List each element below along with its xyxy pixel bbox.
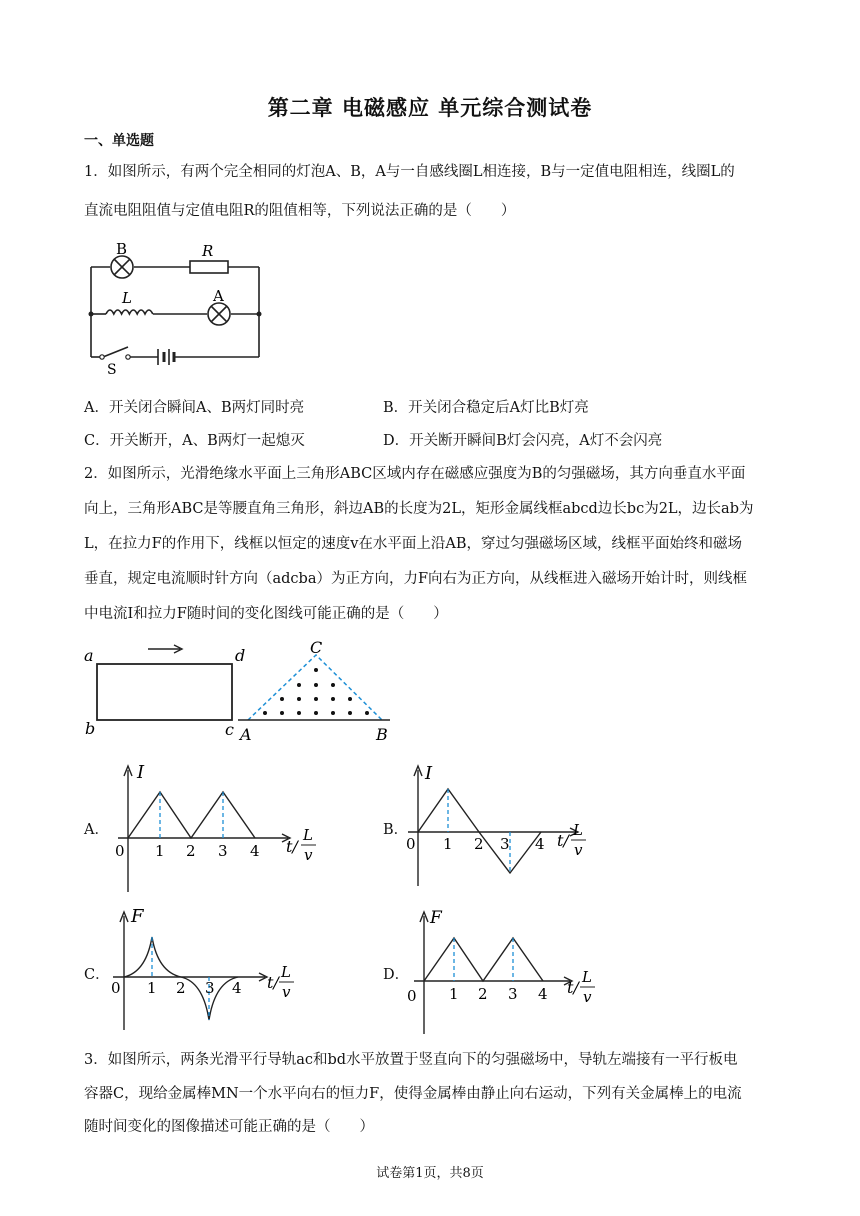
svg-text:v: v <box>583 988 592 1006</box>
svg-text:2: 2 <box>474 835 484 853</box>
q2-stem-line4: 垂直，规定电流顺时针方向（adcba）为正方向，力F向右为正方向，从线框进入磁场开始计时，则线框 <box>84 571 748 587</box>
q2-graph-a <box>110 760 330 900</box>
q2-option-b-label: B． <box>383 822 409 838</box>
svg-text:v: v <box>304 846 313 864</box>
vertex-B-label: B <box>376 725 388 744</box>
svg-text:1: 1 <box>155 842 165 860</box>
svg-text:2: 2 <box>176 979 186 997</box>
lamp-a-label: A <box>213 287 224 305</box>
q2-stem-line2: 向上，三角形ABC是等腰直角三角形，斜边AB的长度为2L，矩形金属线框abcd边长bc为2L，边长ab为 <box>84 501 754 517</box>
corner-a-label: a <box>84 646 94 665</box>
q1-stem-line2: 直流电阻阻值与定值电阻R的阻值相等，下列说法正确的是（ ） <box>84 203 516 219</box>
q1-stem-line1: 1．如图所示，有两个完全相同的灯泡A、B，A与一自感线圈L相连接，B与一定值电阻相连，线圈L的 <box>84 164 735 180</box>
q1-option-a: A．开关闭合瞬间A、B两灯同时亮 <box>84 400 305 416</box>
svg-text:t/: t/ <box>557 831 569 850</box>
q2-option-d-label: D． <box>383 967 410 983</box>
svg-text:0: 0 <box>111 979 121 997</box>
q2-graph-c <box>108 905 308 1035</box>
svg-text:3: 3 <box>218 842 228 860</box>
svg-text:L: L <box>281 963 291 981</box>
q3-stem-line1: 3．如图所示，两条光滑平行导轨ac和bd水平放置于竖直向下的匀强磁场中，导轨左端接有一平行板电 <box>84 1052 738 1068</box>
svg-text:v: v <box>282 983 291 1001</box>
q3-stem-line3: 随时间变化的图像描述可能正确的是（ ） <box>84 1119 374 1135</box>
q1-option-d: D．开关断开瞬间B灯会闪亮，A灯不会闪亮 <box>383 433 663 449</box>
vertex-A-label: A <box>240 725 252 744</box>
page-footer: 试卷第1页，共8页 <box>376 1166 484 1181</box>
q2-stem-line3: L，在拉力F的作用下，线框以恒定的速度v在水平面上沿AB，穿过匀强磁场区域，线框平面始终和磁场 <box>84 536 743 552</box>
svg-text:4: 4 <box>535 835 545 853</box>
svg-text:2: 2 <box>478 985 488 1003</box>
page-title: 第二章 电磁感应 单元综合测试卷 <box>267 96 593 120</box>
svg-text:L: L <box>303 826 313 844</box>
q1-circuit-diagram <box>80 238 280 378</box>
svg-text:F: F <box>430 908 442 928</box>
lamp-b-label: B <box>116 240 128 258</box>
q2-option-a-label: A． <box>84 822 109 838</box>
q2-stem-line1: 2．如图所示，光滑绝缘水平面上三角形ABC区域内存在磁感应强度为B的匀强磁场，其方向垂直水平面 <box>84 466 746 482</box>
svg-text:0: 0 <box>115 842 125 860</box>
q2-graph-b <box>400 760 600 890</box>
svg-text:3: 3 <box>205 979 215 997</box>
switch-label: S <box>107 362 117 378</box>
svg-text:t/: t/ <box>567 978 579 997</box>
svg-text:I: I <box>137 762 145 783</box>
q2-stem-line5: 中电流I和拉力F随时间的变化图线可能正确的是（ ） <box>84 606 448 622</box>
svg-text:2: 2 <box>186 842 196 860</box>
svg-text:t/: t/ <box>267 973 279 992</box>
q2-frame-and-field-diagram <box>80 636 400 744</box>
svg-text:t/: t/ <box>286 837 298 856</box>
svg-text:4: 4 <box>232 979 242 997</box>
inductor-label: L <box>122 289 132 307</box>
q2-graph-d <box>400 905 600 1035</box>
svg-text:F: F <box>131 906 144 927</box>
section-heading: 一、单选题 <box>84 133 154 149</box>
corner-d-label: d <box>235 646 246 665</box>
svg-text:4: 4 <box>538 985 548 1003</box>
svg-text:v: v <box>574 841 583 859</box>
q1-option-c: C．开关断开，A、B两灯一起熄灭 <box>84 433 305 449</box>
svg-text:0: 0 <box>406 835 416 853</box>
vertex-C-label: C <box>310 638 323 657</box>
svg-text:3: 3 <box>508 985 518 1003</box>
svg-text:L: L <box>582 968 592 986</box>
svg-text:1: 1 <box>449 985 459 1003</box>
q3-stem-line2: 容器C，现给金属棒MN一个水平向右的恒力F，使得金属棒由静止向右运动，下列有关金属棒上的电流 <box>84 1086 742 1102</box>
svg-text:0: 0 <box>407 987 417 1005</box>
q2-option-c-label: C． <box>84 967 110 983</box>
svg-text:I: I <box>425 763 433 784</box>
corner-b-label: b <box>85 719 96 738</box>
q1-option-b: B．开关闭合稳定后A灯比B灯亮 <box>383 400 589 416</box>
svg-text:3: 3 <box>500 835 510 853</box>
svg-text:1: 1 <box>147 979 157 997</box>
svg-text:L: L <box>573 821 583 839</box>
svg-text:4: 4 <box>250 842 260 860</box>
corner-c-label: c <box>225 720 234 739</box>
resistor-label: R <box>202 242 214 260</box>
svg-text:1: 1 <box>443 835 453 853</box>
